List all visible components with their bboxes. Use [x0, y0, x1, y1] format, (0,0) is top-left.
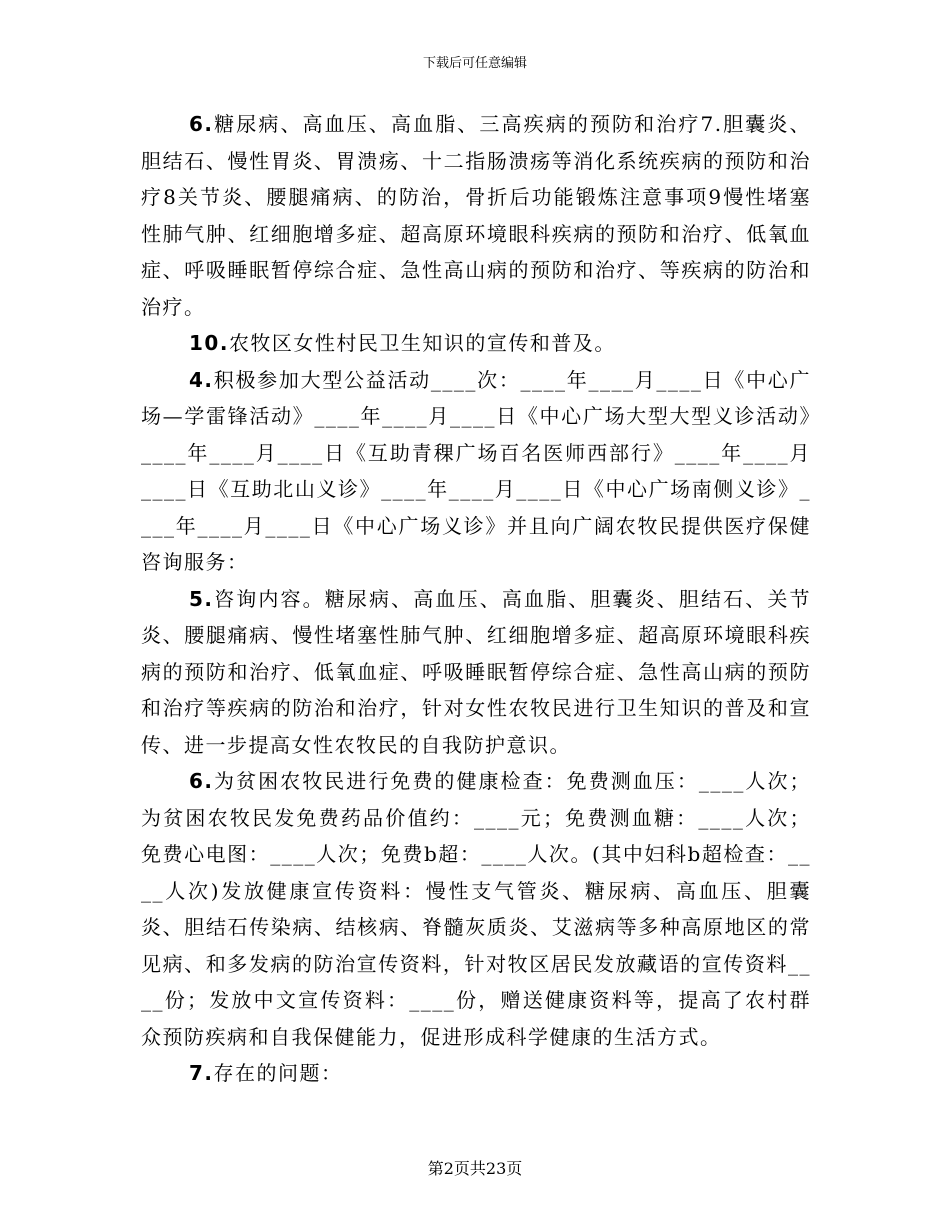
paragraph-number: 5. [189, 586, 214, 611]
paragraph-text: 糖尿病、高血压、高血脂、三高疾病的预防和治疗7.胆囊炎、胆结石、慢性胃炎、胃溃疡、十二指肠溃疡等消化系统疾病的预防和治疗8关节炎、腰腿痛病、的防治，骨折后功能锻炼注意事项9慢性堵塞性肺气肿、红细胞增多症、超高原环境眼科疾病的预防和治疗、低氧血症、呼吸睡眠暂停综合症、急性高山病的预防和治疗、等疾病的防治和治疗。 [141, 112, 811, 319]
paragraph-5 [141, 763, 811, 1055]
paragraph-text: 为贫困农牧民进行免费的健康检查：免费测血压：____人次；为贫困农牧民发免费药品价值约：____元；免费测血糖：____人次；免费心电图：____人次；免费b超：____人次。(其中妇科b超检查：____人次)发放健康宣传资料：慢性支气管炎、糖尿病、高血压、胆囊炎、胆结石传染病、结核病、脊髓灰质炎、艾滋病等多种高原地区的常见病、和多发病的防治宣传资料，针对牧区居民发放藏语的宣传资料____份；发放中文宣传资料：____份，赠送健康资料等，提高了农村群众预防疾病和自我保健能力，促进形成科学健康的生活方式。 [141, 769, 811, 1049]
paragraph-2 [141, 325, 811, 362]
page-header: 下载后可任意编辑 [422, 56, 527, 71]
paragraph-number: 6. [189, 112, 214, 136]
page-footer: 第2页共23页 [427, 1159, 523, 1178]
paragraph-6 [141, 1055, 811, 1092]
paragraph-number: 7. [189, 1061, 214, 1085]
paragraph-number: 6. [189, 769, 214, 793]
paragraph-number: 10. [189, 331, 229, 355]
paragraph-text: 积极参加大型公益活动____次：____年____月____日《中心广场—学雷锋活动》____年____月____日《中心广场大型大型义诊活动》____年____月____日《互助青稞广场百名医师西部行》____年____月____日《互助北山义诊》____年____月____日《中心广场南侧义诊》____年____月____日《中心广场义诊》并且向广阔农牧民提供医疗保健咨询服务： [141, 367, 811, 574]
paragraph-number: 4. [189, 367, 214, 392]
paragraph-text: 存在的问题： [213, 1061, 343, 1085]
paragraph-4 [141, 581, 811, 764]
paragraph-3 [141, 362, 811, 581]
paragraph-text: 农牧区女性村民卫生知识的宣传和普及。 [228, 331, 616, 355]
paragraph-1 [141, 106, 811, 325]
document-body [141, 106, 811, 1092]
paragraph-text: 咨询内容。糖尿病、高血压、高血脂、胆囊炎、胆结石、关节炎、腰腿痛病、慢性堵塞性肺气肿、红细胞增多症、超高原环境眼科疾病的预防和治疗、低氧血症、呼吸睡眠暂停综合症、急性高山病的预防和治疗等疾病的防治和治疗，针对女性农牧民进行卫生知识的普及和宣传、进一步提高女性农牧民的自我防护意识。 [141, 586, 811, 757]
